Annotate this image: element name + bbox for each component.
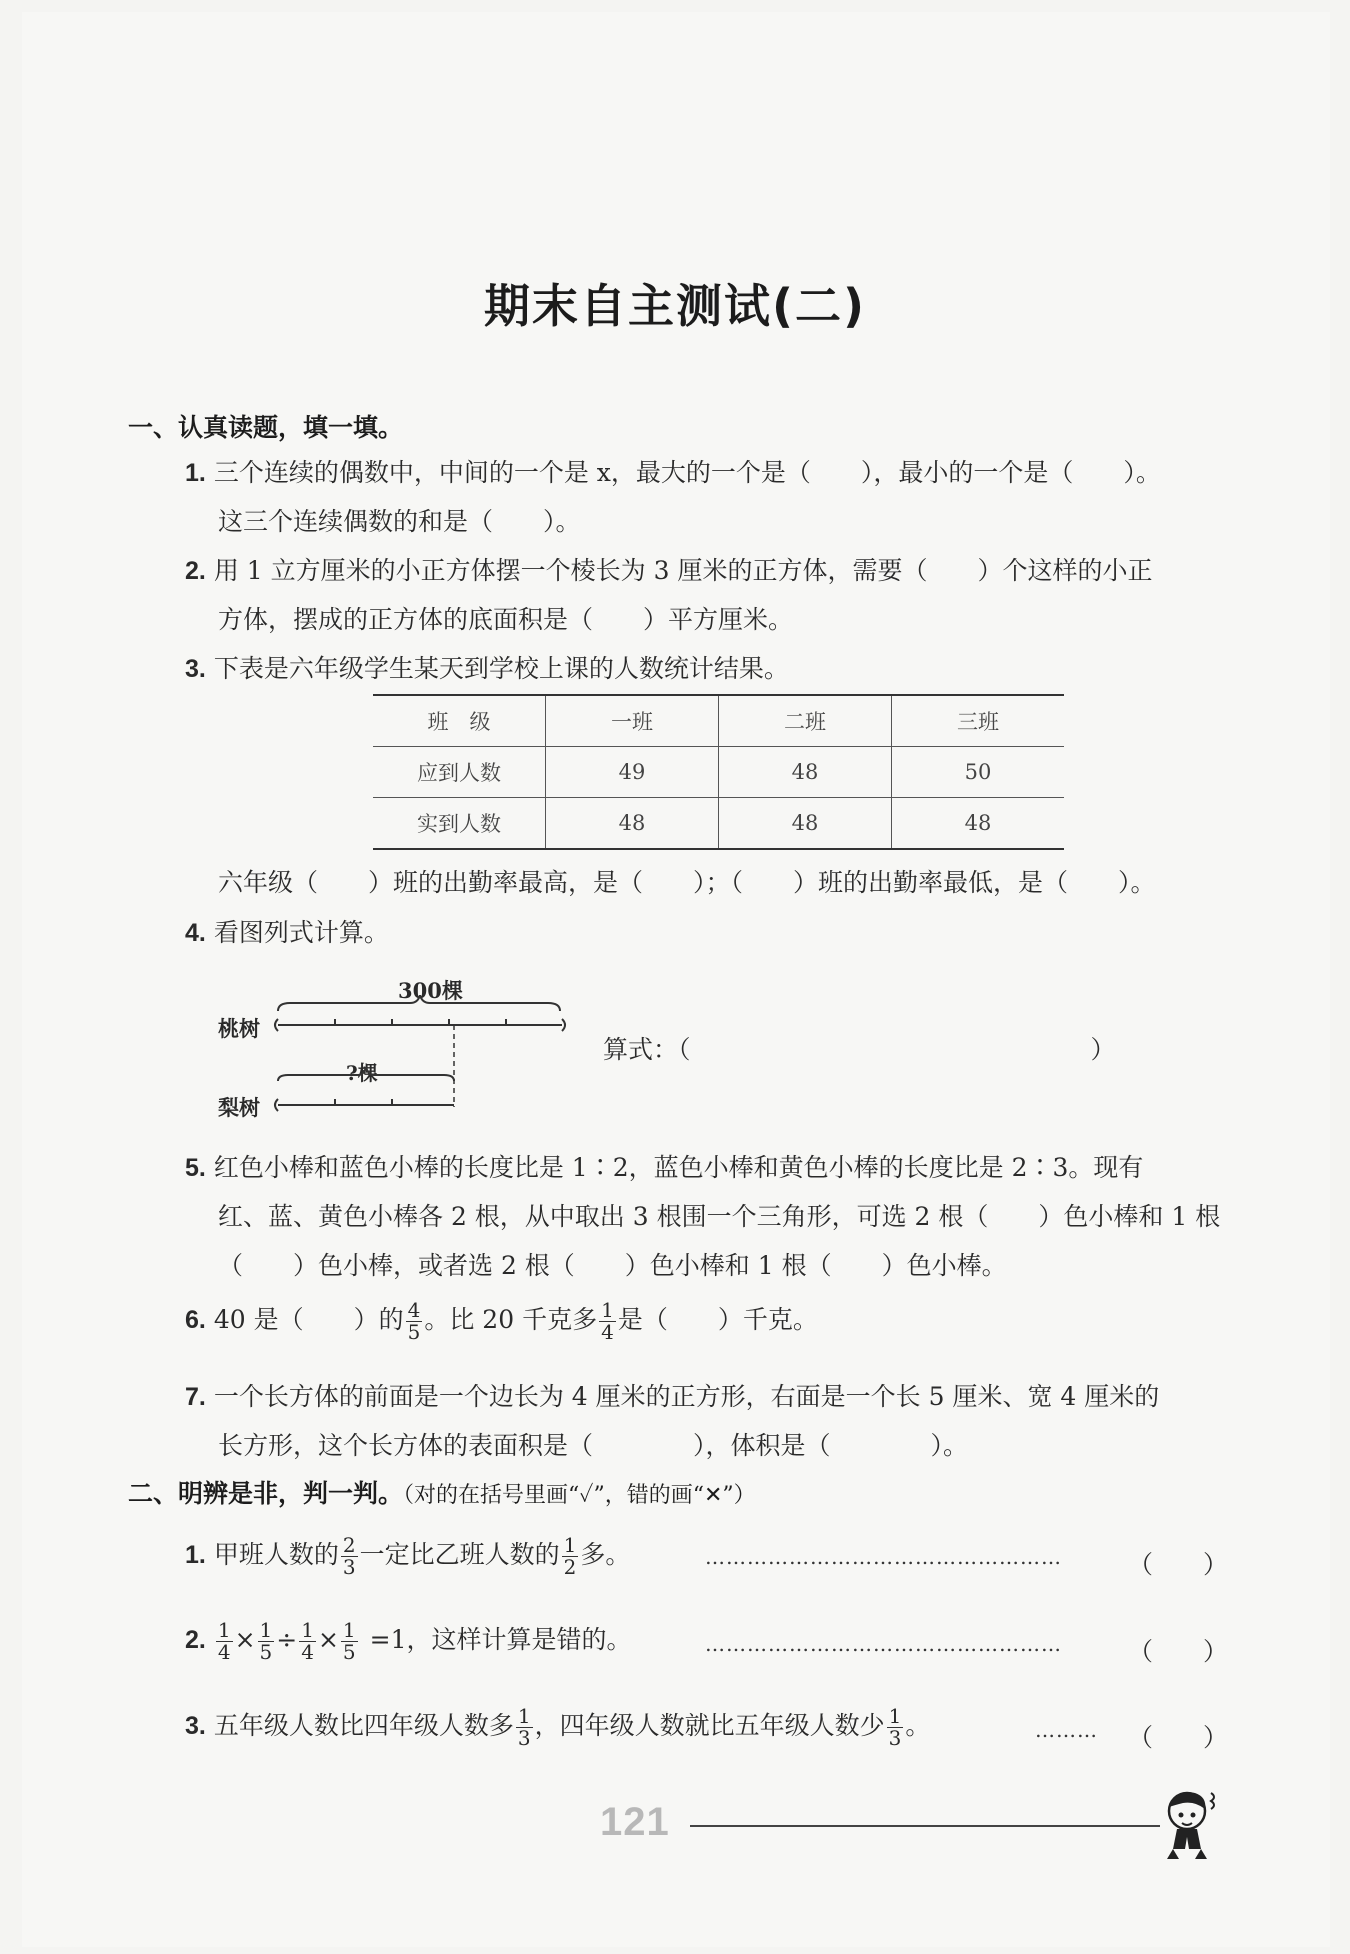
q1-line2: 这三个连续偶数的和是（ ）。 [218, 507, 581, 536]
fraction-numerator: 1 [301, 1618, 314, 1642]
fraction [599, 1300, 616, 1343]
fraction-denominator: 4 [217, 1640, 231, 1664]
s2-q2-answer-paren[interactable]: （ ） [1128, 1637, 1229, 1666]
multiply-sign: × [234, 1625, 256, 1654]
q2-number: 2. [185, 557, 206, 585]
q1-number: 1. [185, 459, 206, 487]
fraction-numerator: 2 [342, 1533, 356, 1557]
question-brace [278, 1067, 454, 1081]
divide-sign: ÷ [276, 1625, 298, 1654]
s2-q3-answer-paren[interactable]: （ ） [1128, 1723, 1229, 1752]
fraction-denominator: 2 [563, 1555, 577, 1579]
fraction [258, 1620, 275, 1663]
q3-line1 [185, 649, 789, 685]
s2-q1-text2: 一定比乙班人数的 [359, 1540, 560, 1569]
table-cell: 48 [719, 798, 892, 850]
s2-q3-leader-dots: ……… [1035, 1718, 1098, 1742]
q4-text1: 看图列式计算。 [213, 918, 389, 947]
peach-bar-left-cap [275, 1019, 278, 1031]
table-header-cell: 三班 [892, 695, 1065, 747]
fraction-numerator: 1 [259, 1618, 273, 1642]
section2-instruction: （对的在括号里画“✓”，错的画“✕”） [403, 1483, 756, 1508]
table-cell: 48 [892, 798, 1065, 850]
line-segment-diagram [270, 995, 580, 1115]
fraction [299, 1620, 316, 1663]
fraction [406, 1300, 423, 1343]
fraction-denominator: 3 [342, 1555, 356, 1579]
q7-number: 7. [185, 1383, 206, 1411]
fraction-numerator: 1 [217, 1618, 231, 1642]
diagram-total-label: 300棵 [398, 978, 463, 1003]
s2-q3-text2: ，四年级人数就比五年级人数少 [534, 1711, 885, 1740]
fraction-denominator: 5 [259, 1640, 273, 1664]
s2-q2-line [185, 1620, 632, 1663]
attendance-table [373, 694, 1064, 850]
table-row [373, 798, 1064, 850]
q3-text1: 下表是六年级学生某天到学校上课的人数统计结果。 [213, 654, 789, 683]
q3-line2: 六年级（ ）班的出勤率最高，是（ ）；（ ）班的出勤率最低，是（ ）。 [218, 868, 1156, 897]
diagram-pear-label: 梨树 [218, 1095, 260, 1120]
q4-number: 4. [185, 919, 206, 947]
table-row [373, 747, 1064, 798]
q3-number: 3. [185, 655, 206, 683]
q6-text3: 是（ ）千克。 [617, 1305, 818, 1334]
fraction-numerator: 1 [601, 1298, 614, 1322]
footer-rule [690, 1825, 1160, 1827]
fraction [341, 1535, 358, 1578]
s2-q1-number: 1. [185, 1541, 206, 1569]
section2-heading [128, 1474, 756, 1510]
q5-line1 [185, 1148, 1143, 1184]
q2-line2: 方体，摆成的正方体的底面积是（ ）平方厘米。 [218, 605, 794, 634]
fraction [516, 1706, 533, 1749]
section2-title: 二、明辨是非，判一判。 [128, 1479, 404, 1508]
cartoon-boy-icon [1155, 1785, 1225, 1865]
diagram-question-label: ?棵 [346, 1061, 378, 1085]
fraction-numerator: 1 [563, 1533, 577, 1557]
page-number: 121 [600, 1800, 670, 1844]
fraction-denominator: 4 [301, 1640, 314, 1664]
fraction-denominator: 3 [888, 1726, 902, 1750]
fraction-denominator: 3 [517, 1726, 531, 1750]
table-cell: 应到人数 [373, 747, 546, 798]
q4-formula: 算式：（ ） [603, 1035, 1116, 1064]
table-cell: 50 [892, 747, 1065, 798]
q6-text1: 40 是（ ）的 [213, 1305, 404, 1334]
s2-q2-leader-dots: …………………………………………… [705, 1632, 1062, 1656]
q5-number: 5. [185, 1154, 206, 1182]
diagram-peach-label: 桃树 [218, 1016, 260, 1041]
table-cell: 48 [719, 747, 892, 798]
q5-line2: 红、蓝、黄色小棒各 2 根，从中取出 3 根围一个三角形，可选 2 根（ ）色小棒和 1 根 [218, 1202, 1221, 1231]
fraction [341, 1620, 358, 1663]
s2-q2-text1: =1，这样计算是错的。 [369, 1625, 632, 1654]
table-cell: 49 [546, 747, 719, 798]
q6-text2: 。比 20 千克多 [424, 1305, 598, 1334]
section1-heading: 一、认真读题，填一填。 [128, 413, 404, 442]
s2-q3-line [185, 1706, 930, 1749]
q6-line [185, 1300, 818, 1343]
fraction-numerator: 1 [342, 1618, 356, 1642]
q2-text1: 用 1 立方厘米的小正方体摆一个棱长为 3 厘米的正方体，需要（ ）个这样的小正 [213, 556, 1153, 585]
s2-q1-leader-dots: …………………………………………… [705, 1545, 1062, 1569]
q2-line1 [185, 551, 1152, 587]
table-header-row [373, 695, 1064, 747]
table-header-cell: 一班 [546, 695, 719, 747]
q1-line1 [185, 453, 1161, 489]
fraction-numerator: 1 [517, 1704, 531, 1728]
fraction-denominator: 5 [342, 1640, 356, 1664]
page-title: 期末自主测试(二) [483, 279, 867, 333]
q7-line2: 长方形，这个长方体的表面积是（ ），体积是（ ）。 [218, 1431, 969, 1460]
s2-q3-number: 3. [185, 1712, 206, 1740]
peach-bar-right-cap [562, 1019, 565, 1031]
table-cell: 48 [546, 798, 719, 850]
fraction-numerator: 1 [888, 1704, 902, 1728]
q1-text1: 三个连续的偶数中，中间的一个是 x，最大的一个是（ ），最小的一个是（ ）。 [213, 458, 1161, 487]
total-brace [278, 995, 560, 1011]
table-cell: 实到人数 [373, 798, 546, 850]
s2-q1-text1: 甲班人数的 [213, 1540, 339, 1569]
table-header-cell: 班 级 [373, 695, 546, 747]
q5-line3: （ ）色小棒，或者选 2 根（ ）色小棒和 1 根（ ）色小棒。 [218, 1251, 1007, 1280]
fraction-denominator: 5 [407, 1320, 421, 1344]
multiply-sign: × [317, 1625, 339, 1654]
q7-text1: 一个长方体的前面是一个边长为 4 厘米的正方形，右面是一个长 5 厘米、宽 4 厘米的 [213, 1382, 1160, 1411]
table-header-cell: 二班 [719, 695, 892, 747]
fraction-denominator: 4 [601, 1320, 614, 1344]
s2-q1-text3: 多。 [580, 1540, 631, 1569]
s2-q3-text3: 。 [905, 1711, 931, 1740]
pear-bar-left-cap [275, 1099, 278, 1111]
s2-q3-text1: 五年级人数比四年级人数多 [213, 1711, 514, 1740]
fraction [562, 1535, 579, 1578]
fraction [887, 1706, 904, 1749]
s2-q1-line [185, 1535, 630, 1578]
q6-number: 6. [185, 1306, 206, 1334]
fraction-numerator: 4 [407, 1298, 421, 1322]
q5-text1: 红色小棒和蓝色小棒的长度比是 1∶2，蓝色小棒和黄色小棒的长度比是 2∶3。现有 [213, 1153, 1144, 1182]
q4-line1 [185, 913, 389, 949]
q7-line1 [185, 1377, 1159, 1413]
s2-q1-answer-paren[interactable]: （ ） [1128, 1550, 1229, 1579]
fraction [216, 1620, 233, 1663]
s2-q2-number: 2. [185, 1626, 206, 1654]
